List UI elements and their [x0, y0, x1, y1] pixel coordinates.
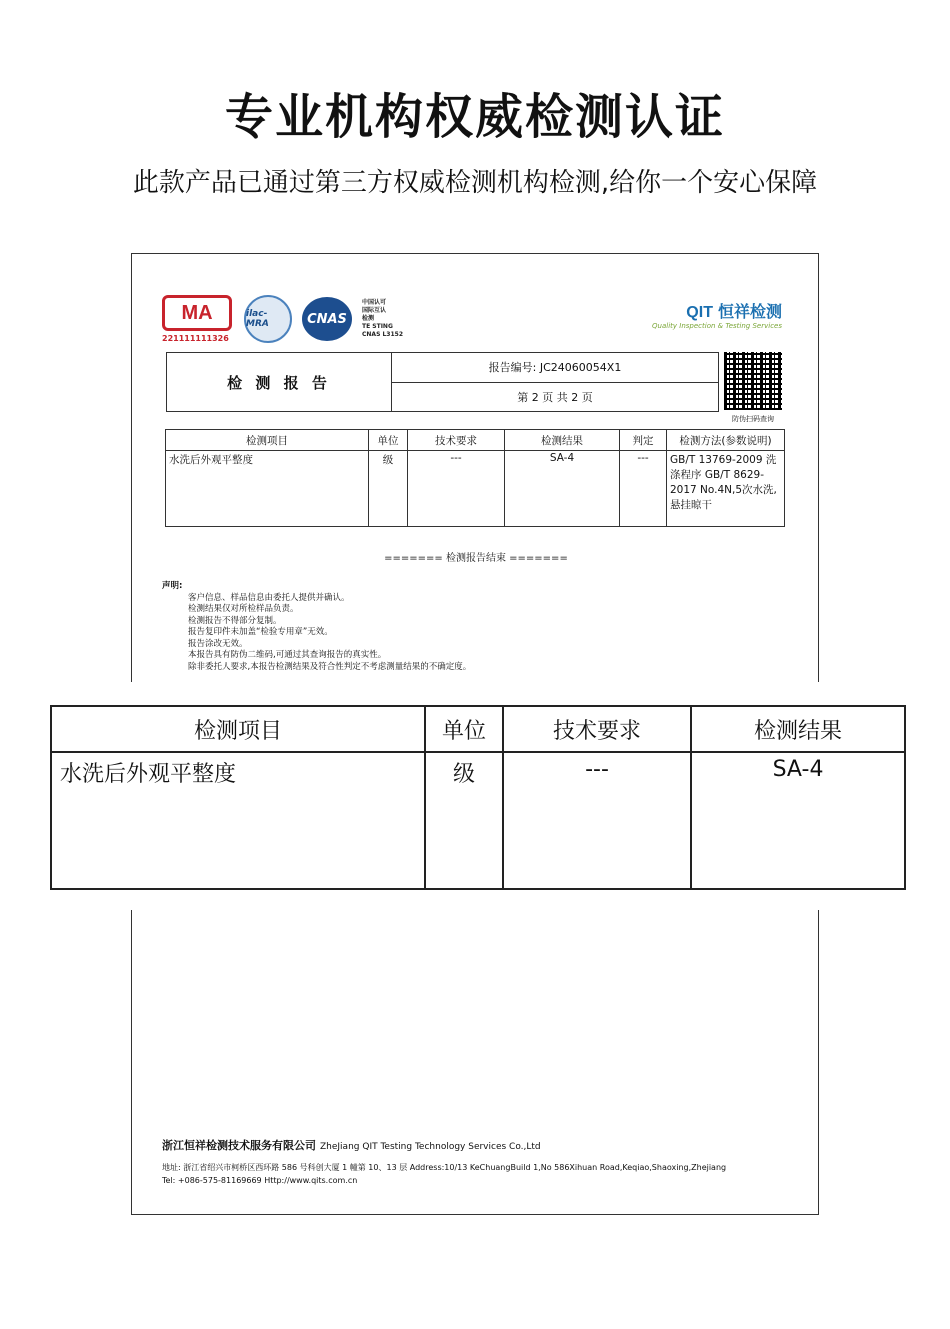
cma-logo: MA 221111111326: [162, 295, 234, 343]
company-contact: Tel: +086-575-81169669 Http://www.qits.com.cn: [162, 1176, 358, 1185]
ilac-mra-logo: ilac-MRA: [244, 295, 292, 343]
cnas-caption: 中国认可 国际互认 检测 TE STING CNAS L3152: [362, 299, 404, 338]
page-info: 第 2 页 共 2 页: [517, 390, 593, 404]
report-footer: [162, 1137, 726, 1187]
qr-code: [724, 352, 782, 410]
report-number: 报告编号: JC24060054X1: [392, 353, 718, 383]
table-row: 水洗后外观平整度 级 --- SA-4: [51, 752, 905, 889]
declaration-line: 客户信息、样品信息由委托人提供并确认。: [188, 592, 350, 603]
company-address: 地址: 浙江省绍兴市柯桥区西环路 586 号科创大厦 1 幢第 10、13 层 Address:10/13 KeChuangBuild 1,No 586Xihuan Road,Keqiao,Shaoxing,Zhejiang: [162, 1163, 727, 1172]
page-title: 专业机构权威检测认证: [224, 89, 725, 145]
report-results-table: [165, 429, 785, 527]
table-header-row: 检测项目 单位 技术要求 检测结果 判定 检测方法(参数说明): [166, 430, 785, 451]
company-name-en: ZheJiang QIT Testing Technology Services Co.,Ltd: [320, 1142, 541, 1152]
cma-number: 221111111326: [162, 334, 229, 343]
declaration-line: 检测报告不得部分复制。: [188, 615, 282, 626]
declaration-line: 报告复印件未加盖“检验专用章”无效。: [188, 627, 333, 637]
report-header-box: [166, 352, 719, 412]
declaration-line: 报告涂改无效。: [188, 638, 248, 649]
table-row: 水洗后外观平整度 级 --- SA-4 --- GB/T 13769-2009 洗涤程序 GB/T 8629-2017 No.4N,5次水洗,悬挂晾干: [166, 451, 785, 527]
declaration-line: 检测结果仅对所检样品负责。: [188, 604, 299, 614]
declaration-line: 除非委托人要求,本报告检测结果及符合性判定不考虑测量结果的不确定度。: [188, 661, 472, 672]
page-subtitle: 此款产品已通过第三方权威检测机构检测,给你一个安心保障: [132, 168, 818, 198]
qr-label: 防伪扫码查询: [732, 415, 774, 423]
declaration: 声明: 客户信息、样品信息由委托人提供并确认。 检测结果仅对所检样品负责。 检测报告不得部分复制。 报告复印件未加盖“检验专用章”无效。 报告涂改无效。 本报告具有防伪二维码,可通过其查询报告的真实性。 除非委托人要求,本报告检测结果及符合性判定不考虑测量结果的不确定度。: [162, 581, 472, 672]
declaration-line: 本报告具有防伪二维码,可通过其查询报告的真实性。: [188, 650, 387, 660]
cnas-logo: CNAS: [302, 297, 352, 341]
company-name-cn: 浙江恒祥检测技术服务有限公司: [162, 1139, 316, 1152]
qit-logo: QIT 恒祥检测 Quality Inspection & Testing Services: [652, 304, 782, 330]
report-end-marker: ======= 检测报告结束 =======: [384, 553, 568, 564]
report-title: 检 测 报 告: [167, 353, 392, 411]
accreditation-logos: [162, 294, 403, 344]
zoomed-results-table: [50, 705, 906, 890]
table-header-row: 检测项目 单位 技术要求 检测结果: [51, 706, 905, 752]
